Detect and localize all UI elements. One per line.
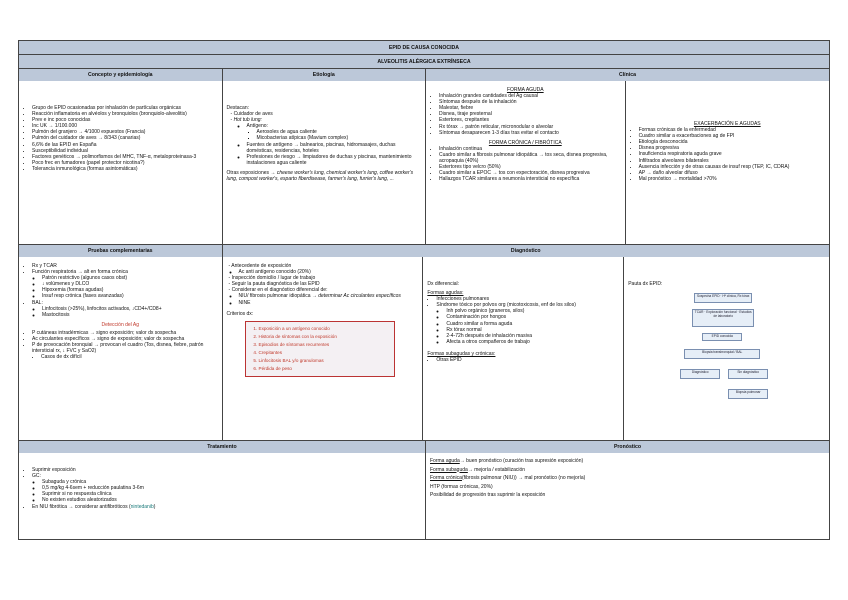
pruebas-list [23,263,218,318]
aguda-item: • Síntomas desaparecen 1-3 días tras evitar el contacto [439,130,621,136]
algo-box-7: Biopsia pulmonar [728,389,768,399]
criterios-list [250,325,390,373]
concepto-item: • Pulmón del granjero → 4/1000 expuestos (Francia) [32,129,218,135]
deteccion-item: • P cutáneas intradérmicas → signo exposición; valor dx sospecha [32,330,218,336]
tratamiento-item: • Suprimir exposición [32,467,421,473]
concepto-list [23,105,218,172]
pronostico-body [426,453,829,503]
antigeno-item: ▪ Micobacterias atípicas (Mavium complex) [257,135,422,141]
diagnostico-header: Diagnóstico [223,245,830,257]
dx-subitem: ◦ Ac anti antígeno conocido (20%) [239,269,419,275]
agudas-item: • Infecciones pulmonares [436,296,619,302]
criterio-item: 6. Pérdida de peso [259,365,390,373]
pruebas-subitem: ◦ Insuf resp crónica (fases avanzadas) [42,293,218,299]
exacerbacion-item: • Disnea progresiva [639,145,825,151]
etiologia-cell [223,69,427,244]
concepto-item: • Reacción inflamatoria en alvéolos y bronquiolos (bronquiolo-alveolitis) [32,111,218,117]
algo-box-6: Sin diagnóstico [728,369,768,379]
agudas-subitem: ◦ Inh polvo orgánico (graneros, silos) [446,308,619,314]
forma-cronica-list [430,146,621,183]
pronostico-header: Pronóstico [426,441,829,453]
exacerbacion-list [630,127,825,182]
concepto-cell [19,69,223,244]
concepto-item: • 6,6% de las EPID en España [32,142,218,148]
fuentes-item: ◦ Fuentes de antígeno → balnearios, piscinas, hidromasajes, duchas domésticas, residencias, hoteles [247,142,422,154]
concepto-item: • Pulmón del cuidador de aves → 8/343 (canarias) [32,135,218,141]
dx-subitem: ◦ NINE [239,300,419,306]
dx-item: - Considerar en el diagnóstico diferencial de: ◦ NIU/ fibrosis pulmonar idiopática → determinar Ac circulantes específicos ◦ NINE [229,287,419,305]
pruebas-header: Pruebas complementarias [19,245,222,257]
concepto-item: • Poco frec en fumadores (papel protector nicotina?) [32,160,218,166]
deteccion-item: • P de provocación bronquial → provocan el cuadro (Tos, disnea, fiebre, patrón intersticial rx, ↓ FVC y SaO2) [32,342,218,354]
otras-exposiciones: Otras exposiciones → cheese worker's lung, chemical worker's lung, coffee worker's lung, compost worker's, esparto fiberdisease, farmer's lung, furrier's lung, ... [226,169,414,183]
gc-list [32,479,421,503]
concepto-item: • Susceptibilidad individual [32,148,218,154]
forma-cronica-title: FORMA CRÓNICA / FIBRÓTICA [488,139,562,146]
concepto-item: • Tolerancia inmunológica (formas asintomáticas) [32,166,218,172]
agudas-subitem: ◦ Contaminación por hongos [446,314,619,320]
page-title: EPID DE CAUSA CONOCIDA [388,44,460,51]
subagudas-label: Formas subagudas y crónicas: [427,350,496,357]
concepto-item: • Prev e inc poco conocidas [32,117,218,123]
criterios-label: Criterios dx: [226,310,254,317]
exacerbacion-item: • Mal pronóstico → mortalidad >70% [639,176,825,182]
dx-diferencial-label: Dx diferencial: [427,281,460,287]
row-concepto-etiologia-clinica [19,69,829,245]
pruebas-item: • BAL: ◦ Linfocitosis (>25%), linfocitos activados, ↓CD4+/CD8+ ◦ Mastocitosis [32,300,218,318]
agudas-item: • Síndrome tóxico por polvos org (micotoxicosis, enf de los silos) ◦ Inh polvo orgánico (graneros, silos) ◦ Contaminación por hongos ◦ Cuadro similar a forma aguda ◦ Rx tórax normal ◦ 2-4-72h después de inhalación masiva ◦ Afecta a otros compañeros de trabajo [436,302,619,345]
criterio-item: 1. Exposición a un antígeno conocido [259,325,390,333]
cronica-item: • Hallazgos TCAR similares a neumonía intersticial no específica [439,176,621,182]
casos-item: • Casos de dx difícil [41,354,218,360]
exacerbacion-item: • AP → daño alveolar difuso [639,170,825,176]
subagudas-item: • Otras EPID [436,357,619,363]
aguda-item: • Rx tórax → patrón reticular, micronodular o alveolar [439,124,621,130]
exacerbacion-item: • Formas crónicas de la enfermedad [639,127,825,133]
aguda-item: • Síntomas después de la inhalación [439,99,621,105]
pronostico-line: Forma crónica(fibrosis pulmonar (NIU)) → mal pronóstico (no mejoría) [430,475,586,481]
criterio-item: 5. Linfocitosis BAL y/o granulomas [259,357,390,365]
row-tratamiento-pronostico [19,441,829,539]
dx-item: - Inspección domicilio / lugar de trabajo [228,275,316,282]
pruebas-subitem: ◦ Linfocitosis (>25%), linfocitos activados, ↓CD4+/CD8+ [42,306,218,312]
agudas-subitem: ◦ Afecta a otros compañeros de trabajo [446,339,619,345]
subtitle-row [19,55,829,69]
concepto-item: • Factores genéticos → polimorfismos del MHC, TNF-α, metaloproteinasa-3 [32,154,218,160]
forma-aguda-title: FORMA AGUDA [506,87,544,93]
exacerbacion-item: • Ausencia infección y de otras causas de insuf resp (TEP, IC, CDRA) [639,164,825,170]
algo-box-3: EPID conocida [702,333,742,341]
antigeno-label: ◦ Antígeno: ▪ Aerosoles de agua caliente ▪ Micobacterias atípicas (Mavium complex) [247,123,422,141]
deteccion-item: • Ac circulantes específicos → signo de exposición; valor dx sospecha [32,336,218,342]
pruebas-subitem: ◦ Hipoxemia (formas agudas) [42,287,218,293]
main-table [18,40,830,540]
pruebas-item: • Rx y TCAR [32,263,218,269]
concepto-header: Concepto y epidemiología [19,69,222,81]
etiologia-item: - Hot tub lung: ◦ Antígeno: ▪ Aerosoles de agua caliente ▪ Micobacterias atípicas (Mavium complex) ◦ Fuentes de antígeno → balnearios, piscinas, hidromasajes, duchas domésticas, residencias, hoteles ◦ Profesiones de riesgo → limpiadores de duchas y piscinas, mantenimiento instalaciones agua caliente [231,117,422,166]
aguda-item: • Malestar, fiebre [439,105,621,111]
clinica-header: Clínica [426,69,829,81]
agudas-subitem: ◦ Rx tórax normal [446,327,619,333]
agudas-sublist [436,308,619,345]
pruebas-subitem: ◦ Mastocitosis [42,312,218,318]
etiologia-item: - Cuidador de aves [230,111,273,118]
agudas-subitem: ◦ 2-4-72h después de inhalación masiva [446,333,619,339]
row-pruebas-diagnostico [19,245,829,441]
algo-box-4: Biopsia transbronquial / BAL [684,349,760,359]
algo-box-5: Diagnóstico [680,369,720,379]
gc-item: ◦ No existen estudios aleatorizados [42,497,421,503]
dx-item: - Seguir la pauta diagnóstica de las EPID [228,281,320,288]
dx-item: - Antecedente de exposición ◦ Ac anti antígeno conocido (20%) [229,263,419,275]
concepto-item: • Grupo de EPID ocasionadas por inhalación de partículas orgánicas [32,105,218,111]
pronostico-line: Forma subaguda→ mejoría / estabilización [430,466,526,473]
pruebas-cell [19,245,223,440]
cronica-item: • Cuadro similar a EPOC → tos con expectoración, disnea progresiva [439,170,621,176]
deteccion-ag-title: Detección del Ag [101,321,140,328]
diagnostico-cell [223,245,830,440]
pruebas-item: • Función respiratoria → alt en forma crónica ◦ Patrón restrictivo (algunos casos obst) ◦ ↓ volúmenes y DLCO ◦ Hipoxemia (formas agudas) ◦ Insuf resp crónica (fases avanzadas) [32,269,218,299]
pronostico-line: Forma aguda→ buen pronóstico (curación tras supresión exposición) [430,458,584,464]
cronica-item: • Cuadro similar a fibrosis pulmonar idiopática → tos seca, disnea progresiva, acropaquia (40%) [439,152,621,164]
clinica-cell [426,69,829,244]
exacerbacion-title: EXACERBACIÓN E AGUDAS [693,121,761,127]
exacerbacion-item: • Cuadro similar a exacerbaciones ag de FPI [639,133,825,139]
gc-item: ◦ Suprimir si no respuesta clínica [42,491,421,497]
tratamiento-cell [19,441,426,539]
pronostico-cell [426,441,829,539]
profesiones-item: ◦ Profesiones de riesgo → limpiadores de duchas y piscinas, mantenimiento instalaciones agua caliente [247,154,422,166]
exacerbacion-item: • Insuficiencia respiratoria aguda grave [639,151,825,157]
aguda-item: • Inhalación grandes cantidades del Ag causal [439,93,621,99]
pauta-label: Pauta dx EPID: [628,281,663,287]
aguda-item: • Disnea, tiraje presternal [439,111,621,117]
criterio-item: 2. Historia de síntomas con la exposición [259,333,390,341]
gc-item: ◦ Subaguda y crónica [42,479,421,485]
cronica-item: • Inhalación continua [439,146,621,152]
algo-box-1: Sospecha EPID · Hª clínica, Rx tórax [694,293,752,303]
etiologia-header: Etiología [223,69,426,81]
dx-subitem: ◦ NIU/ fibrosis pulmonar idiopática → determinar Ac circulantes específicos [239,293,419,299]
pronostico-line: HTP (formas crónicas, 20%) [430,483,493,490]
agudas-subitem: ◦ Cuadro similar a forma aguda [446,321,619,327]
page-subtitle: ALVEOLITIS ALÉRGICA EXTRÍNSECA [377,58,471,65]
criterios-box [245,321,395,377]
nintedanib-link: nintedanib [130,503,154,510]
title-row [19,41,829,55]
tratamiento-item: • GC: ◦ Subaguda y crónica ◦ 0,5 mg/kg 4-6sem + reducción paulatina 3-6m ◦ Suprimir si no respuesta clínica ◦ No existen estudios aleatorizados [32,473,421,503]
antigeno-item: ▪ Aerosoles de agua caliente [257,129,422,135]
cronica-item: • Estertores tipo velcro (50%) [439,164,621,170]
pruebas-subitem: ◦ ↓ volúmenes y DLCO [42,281,218,287]
pronostico-line: Posibilidad de progresión tras suprimir la exposición [430,492,546,498]
tratamiento-item: • En NIU fibrótica → considerar antifibróticos (nintedanib) [32,504,421,510]
agudas-label: Formas agudas: [427,290,464,297]
concepto-item: • Inc UK → 1/100.000 [32,123,218,129]
criterio-item: 3. Episodios de síntomas recurrentes [259,341,390,349]
pruebas-subitem: ◦ Patrón restrictivo (algunos casos obst) [42,275,218,281]
aguda-item: • Estertores, crepitantes [439,117,621,123]
forma-aguda-list [430,93,621,136]
exacerbacion-item: • Infiltrados alveolares bilaterales [639,158,825,164]
gc-item: ◦ 0,5 mg/kg 4-6sem + reducción paulatina 3-6m [42,485,421,491]
algo-box-2: TCAR · Exploración funcional · Estudios de laboratorio [692,309,754,327]
exacerbacion-item: • Etiología desconocida [639,139,825,145]
deteccion-list [23,330,218,354]
criterio-item: 4. Crepitantes [259,349,390,357]
tratamiento-header: Tratamiento [19,441,425,453]
etiologia-intro: Destacan: [226,105,250,111]
